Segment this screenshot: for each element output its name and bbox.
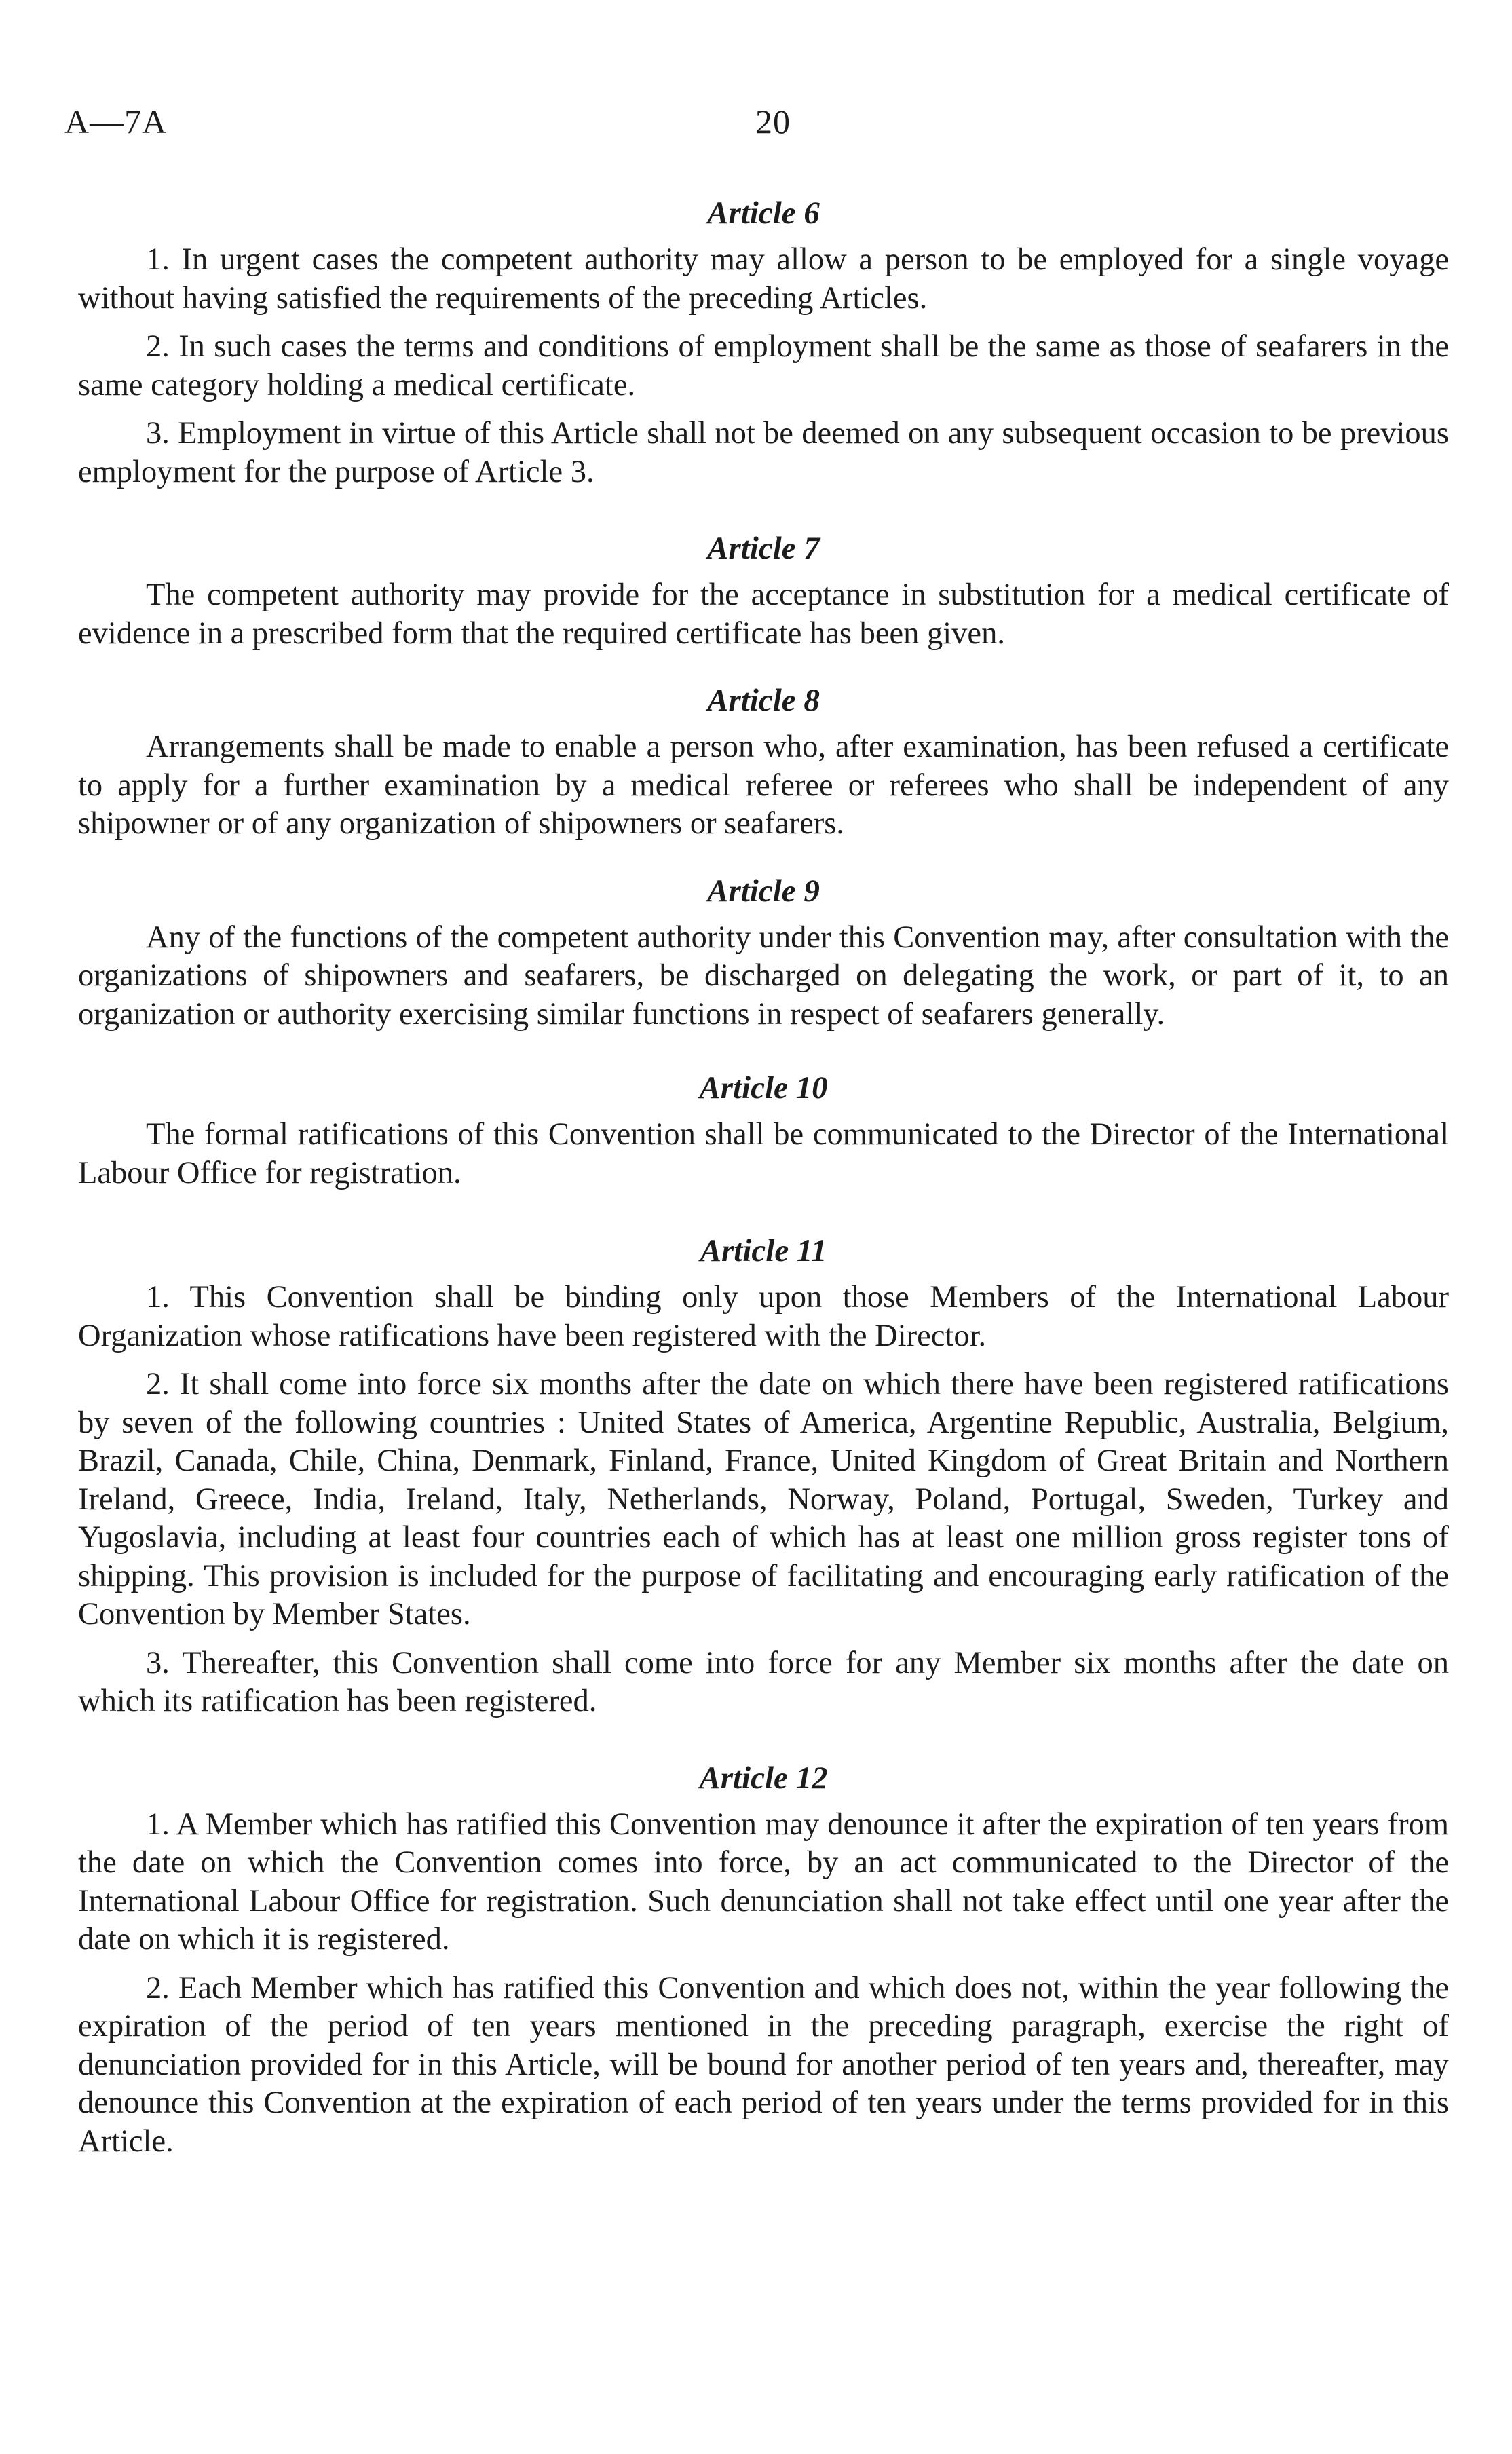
article-8 (78, 681, 1449, 844)
article-paragraph: The competent authority may provide for the acceptance in substitution for a medical certificate of evidence in a prescribed form that the required certificate has been given. (78, 578, 1449, 651)
article-paragraph: Any of the functions of the competent authority under this Convention may, after consultation with the organizations of shipowners and seafarers, be discharged on delegating the work, or part of it, to an organization or authority exercising similar functions in respect of seafarers generally. (78, 920, 1449, 1032)
article-title: Article 12 (699, 1760, 828, 1796)
article-10 (78, 1068, 1449, 1192)
article-paragraph: 1. A Member which has ratified this Convention may denounce it after the expiration of ten years from the date on which the Convention comes into force, by an act communicated to the Director of the International Labour Office for registration. Such denunciation shall not take effect until one year after the date on which it is registered. (78, 1807, 1449, 1957)
article-paragraph: The formal ratifications of this Convention shall be communicated to the Director of the International Labour Office for registration. (78, 1117, 1449, 1190)
article-paragraph: 2. Each Member which has ratified this Convention and which does not, within the year following the expiration of the period of ten years mentioned in the preceding paragraph, exercise the right of denunciation provided for in this Article, will be bound for another period of ten years and, thereafter, may denounce this Convention at the expiration of each period of ten years under the terms provided for in this Article. (78, 1970, 1449, 2159)
document-reference: A—7A (64, 102, 168, 140)
page-header (64, 102, 1449, 149)
article-paragraph: 3. Thereafter, this Convention shall come into force for any Member six months after the date on which its ratification has been registered. (78, 1645, 1449, 1718)
article-title: Article 6 (707, 195, 820, 231)
article-7 (78, 529, 1449, 653)
page-number: 20 (755, 102, 791, 140)
article-title: Article 11 (700, 1233, 827, 1268)
article-paragraph: 1. In urgent cases the competent authority may allow a person to be employed for a single voyage without having satisfied the requirements of the preceding Articles. (78, 242, 1449, 316)
article-12 (78, 1758, 1449, 2162)
article-paragraph: 2. It shall come into force six months after the date on which there have been registered ratifications by seven of the following countries : United States of America, Argentine Republic, Australia, Belgium, Brazil, Canada, Chile, China, Denmark, Finland, France, United Kingdom of Great Britain and Northern Ireland, Greece, India, Ireland, Italy, Netherlands, Norway, Poland, Portugal, Sweden, Turkey and Yugoslavia, including at least four countries each of which has at least one million gross register tons of shipping. This provision is included for the purpose of facilitating and encouraging early ratification of the Convention by Member States. (78, 1367, 1449, 1631)
article-title: Article 8 (707, 683, 820, 718)
article-paragraph: 1. This Convention shall be binding only upon those Members of the International Labour Organization whose ratifications have been registered with the Director. (78, 1280, 1449, 1353)
article-paragraph: 2. In such cases the terms and conditions of employment shall be the same as those of seafarers in the same category holding a medical certificate. (78, 329, 1449, 402)
article-title: Article 9 (707, 873, 820, 909)
article-11 (78, 1231, 1449, 1721)
article-title: Article 7 (707, 531, 820, 566)
article-title: Article 10 (699, 1070, 828, 1106)
article-paragraph: 3. Employment in virtue of this Article shall not be deemed on any subsequent occasion to be previous employment for the purpose of Article 3. (78, 416, 1449, 489)
document-body (78, 193, 1449, 2171)
article-9 (78, 871, 1449, 1034)
article-6 (78, 193, 1449, 491)
article-paragraph: Arrangements shall be made to enable a person who, after examination, has been refused a certificate to apply for a further examination by a medical referee or referees who shall be independent of any shipowner or of any organization of shipowners or seafarers. (78, 730, 1449, 841)
